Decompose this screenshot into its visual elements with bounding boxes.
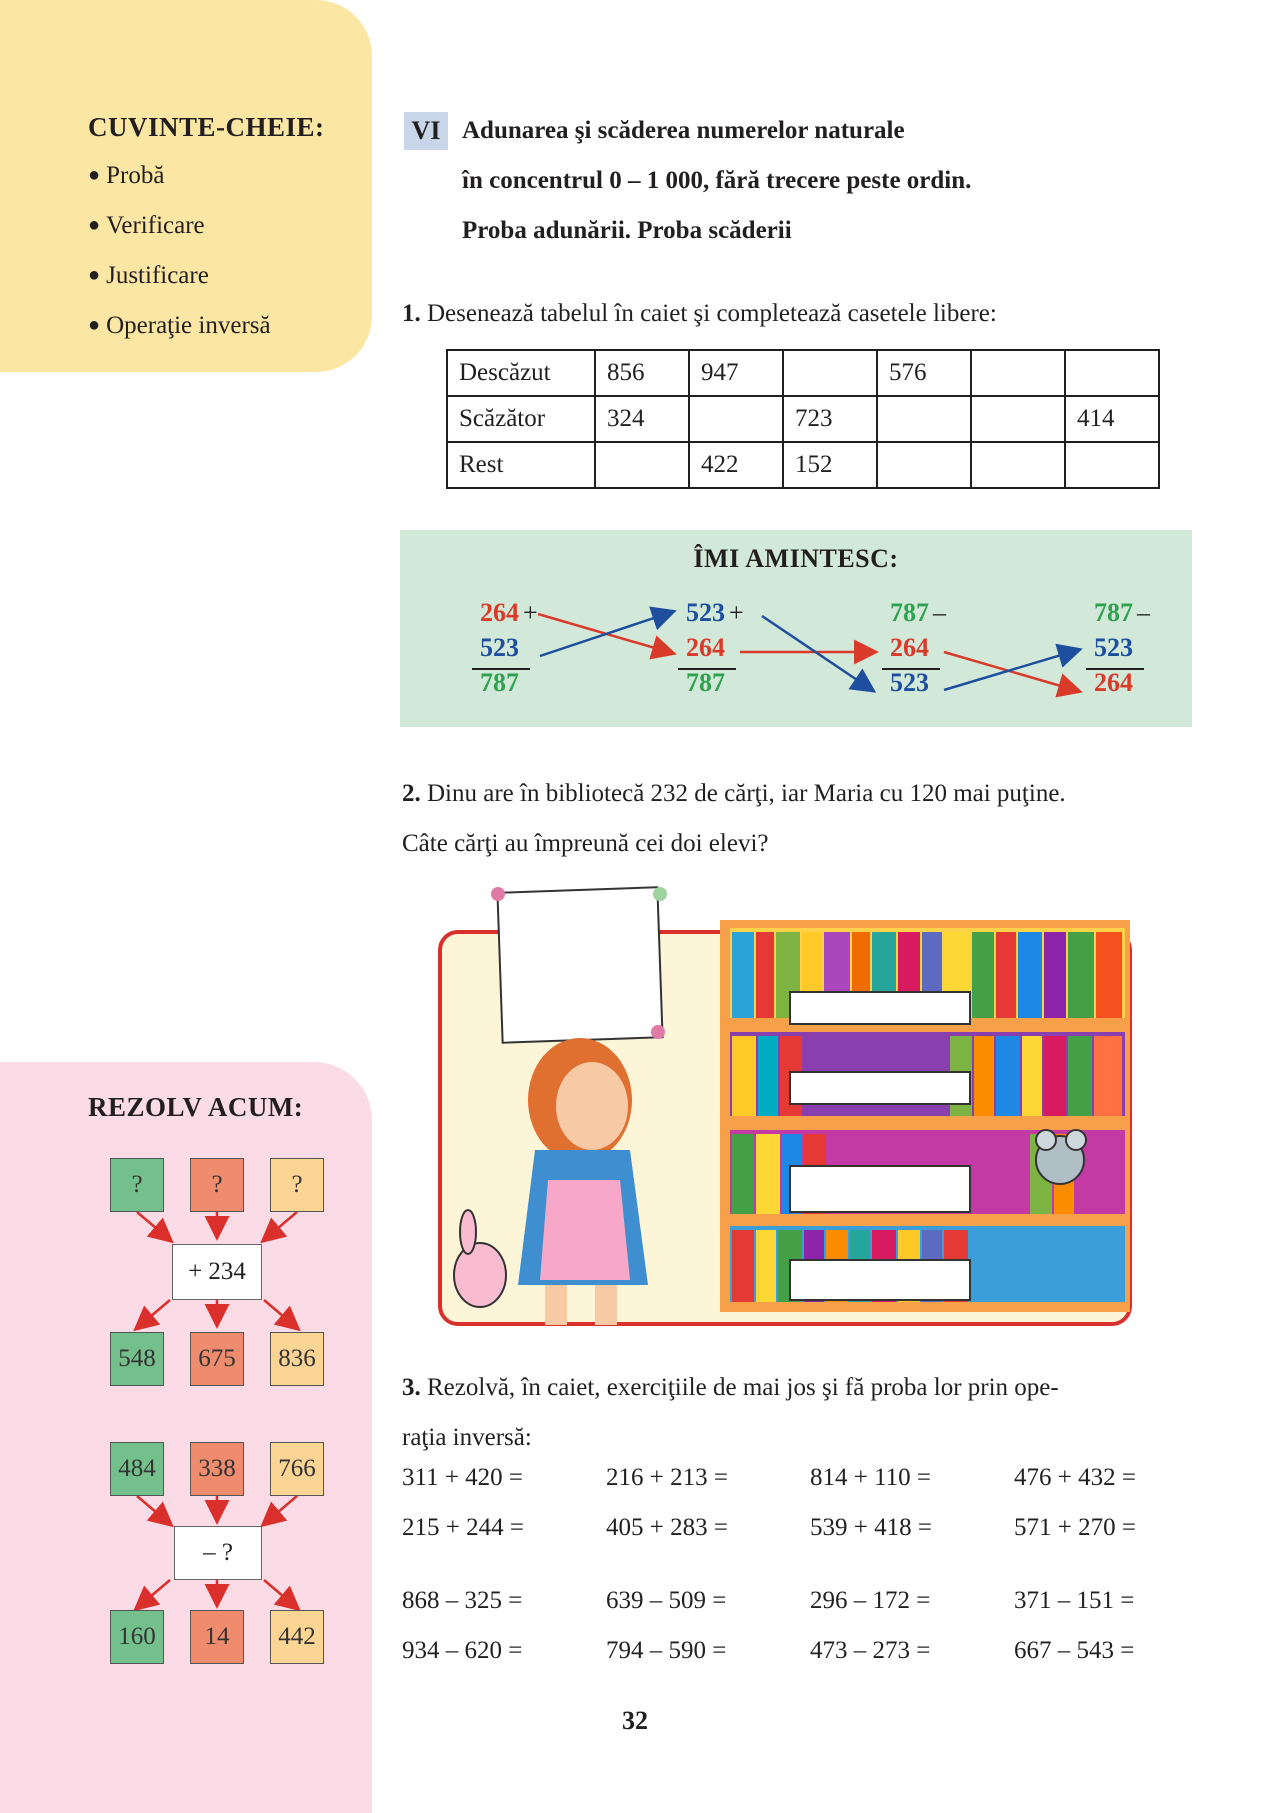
table-cell: 414: [1065, 396, 1159, 442]
task-3-text: 3. Rezolvă, în caiet, exerciţiile de mai jos şi fă proba lor prin ope-: [402, 1374, 1059, 1401]
exercise: 639 – 509 =: [606, 1587, 727, 1614]
input-box: ?: [190, 1158, 244, 1212]
exercise: 296 – 172 =: [810, 1587, 931, 1614]
exercise: 868 – 325 =: [402, 1587, 523, 1614]
result-box: 442: [270, 1610, 324, 1664]
input-box: ?: [110, 1158, 164, 1212]
table-row: [447, 442, 1159, 488]
table-cell: [877, 442, 971, 488]
result: 787: [480, 668, 519, 697]
page-number: 32: [622, 1706, 648, 1735]
result-box: 548: [110, 1332, 164, 1386]
result-box: 160: [110, 1610, 164, 1664]
row-label: Descăzut: [447, 350, 595, 396]
bookshelf-illustration: [430, 880, 1150, 1332]
exercise: 215 + 244 =: [402, 1514, 524, 1541]
exercise: 371 – 151 =: [1014, 1587, 1135, 1614]
keyword-item: ● Probă: [88, 162, 165, 189]
reminder-arrows: [400, 530, 1192, 727]
input-box: 338: [190, 1442, 244, 1496]
exercise: 476 + 432 =: [1014, 1464, 1136, 1491]
reminder-title: ÎMI AMINTESC:: [693, 544, 899, 573]
operation-box: + 234: [172, 1244, 262, 1300]
table-cell: 947: [689, 350, 783, 396]
operand-b: 523: [1094, 633, 1133, 662]
task-2-text-line-2: Câte cărţi au împreună cei doi elevi?: [402, 830, 769, 857]
input-box: 484: [110, 1442, 164, 1496]
input-box: 766: [270, 1442, 324, 1496]
table-cell: [971, 442, 1065, 488]
table-cell: 324: [595, 396, 689, 442]
solve-now-title: REZOLV ACUM:: [88, 1092, 304, 1122]
keyword-item: ● Verificare: [88, 212, 205, 239]
row-label: Scăzător: [447, 396, 595, 442]
operation-box: – ?: [174, 1526, 262, 1580]
operand-a: 523 +: [686, 598, 744, 627]
exercise: 405 + 283 =: [606, 1514, 728, 1541]
row-label: Rest: [447, 442, 595, 488]
keyword-item: ● Operaţie inversă: [88, 312, 271, 339]
table-cell: [971, 396, 1065, 442]
result-box: 14: [190, 1610, 244, 1664]
exercise: 667 – 543 =: [1014, 1637, 1135, 1664]
table-cell: [1065, 350, 1159, 396]
exercise: 571 + 270 =: [1014, 1514, 1136, 1541]
operand-b: 523: [480, 633, 519, 662]
table-cell: [971, 350, 1065, 396]
operand-b: 264: [686, 633, 725, 662]
table-cell: [595, 442, 689, 488]
table-cell: 856: [595, 350, 689, 396]
task-1-text: 1. Desenează tabelul în caiet şi completează casetele libere:: [402, 300, 997, 327]
exercise: 814 + 110 =: [810, 1464, 932, 1491]
table-cell: 576: [877, 350, 971, 396]
table-cell: 152: [783, 442, 877, 488]
task-3-text-line-2: raţia inversă:: [402, 1424, 532, 1451]
result-box: 836: [270, 1332, 324, 1386]
task-2-text: 2. Dinu are în bibliotecă 232 de cărţi, iar Maria cu 120 mai puţine.: [402, 780, 1066, 807]
input-box: ?: [270, 1158, 324, 1212]
table-cell: [689, 396, 783, 442]
lesson-title-line: în concentrul 0 – 1 000, fără trecere peste ordin.: [462, 167, 972, 194]
solve-arrows: [0, 1150, 372, 1670]
operand-a: 787 –: [890, 598, 946, 627]
table-row: [447, 350, 1159, 396]
lesson-title-line: Adunarea şi scăderea numerelor naturale: [462, 117, 905, 144]
table-cell: [783, 350, 877, 396]
exercise: 794 – 590 =: [606, 1637, 727, 1664]
exercise: 539 + 418 =: [810, 1514, 932, 1541]
operand-b: 264: [890, 633, 929, 662]
operand-a: 264 +: [480, 598, 538, 627]
result: 523: [890, 668, 929, 697]
lesson-number: VI: [404, 112, 448, 150]
table-cell: 422: [689, 442, 783, 488]
operand-a: 787 –: [1094, 598, 1150, 627]
exercise: 311 + 420 =: [402, 1464, 524, 1491]
table-cell: [1065, 442, 1159, 488]
reminder-box: [400, 530, 1192, 727]
table-cell: [877, 396, 971, 442]
table-cell: 723: [783, 396, 877, 442]
exercise: 473 – 273 =: [810, 1637, 931, 1664]
result: 264: [1094, 668, 1133, 697]
arrow-blue: [540, 612, 672, 656]
lesson-title-line: Proba adunării. Proba scăderii: [462, 217, 792, 244]
subtraction-table: [446, 349, 1160, 489]
exercise: 934 – 620 =: [402, 1637, 523, 1664]
exercise: 216 + 213 =: [606, 1464, 728, 1491]
keywords-title: CUVINTE-CHEIE:: [88, 112, 325, 142]
keyword-item: ● Justificare: [88, 262, 209, 289]
result: 787: [686, 668, 725, 697]
result-box: 675: [190, 1332, 244, 1386]
table-row: [447, 396, 1159, 442]
